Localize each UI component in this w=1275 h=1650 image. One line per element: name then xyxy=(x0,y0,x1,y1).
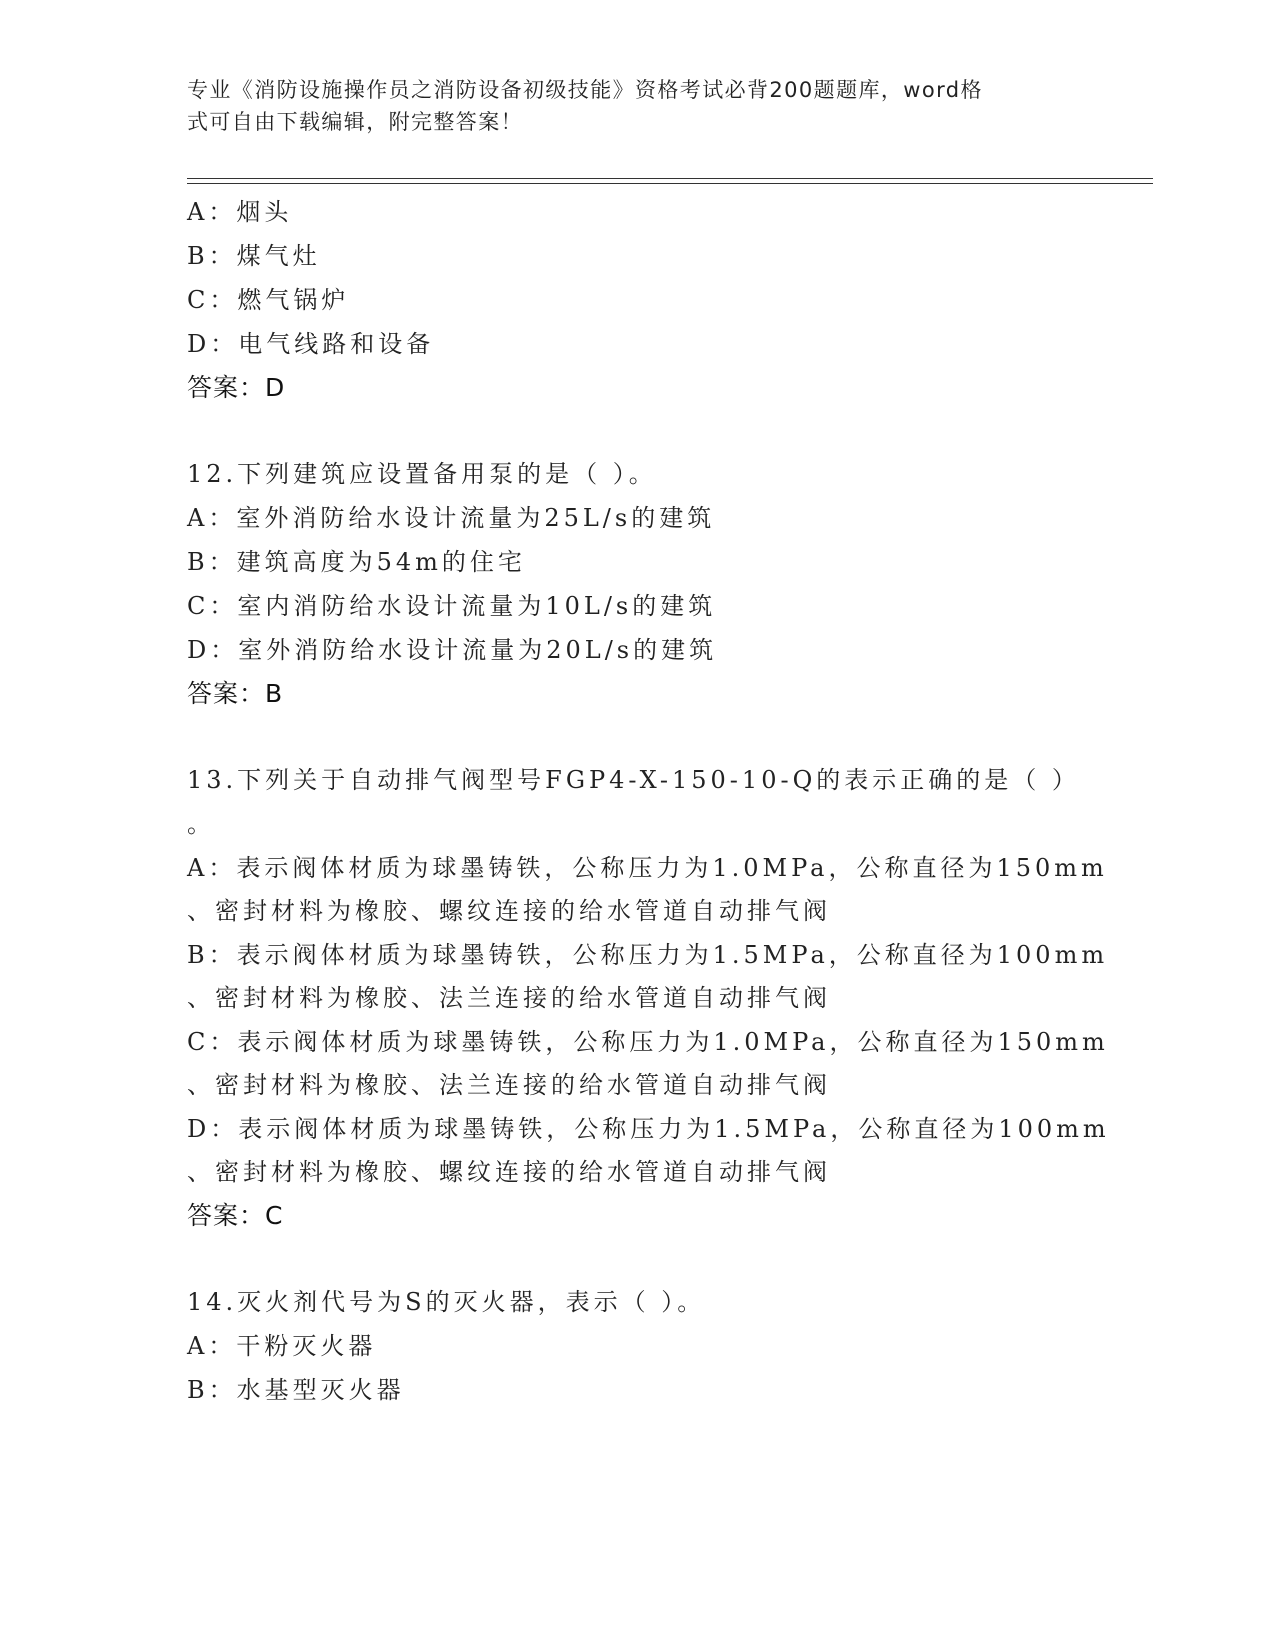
header-line-2: 式可自由下载编辑，附完整答案！ xyxy=(187,110,523,134)
q12-option-b: B：建筑高度为54m的住宅 xyxy=(187,548,526,576)
q13-option-b-line-1: B：表示阀体材质为球墨铸铁，公称压力为1.5MPa，公称直径为100mm xyxy=(187,941,1109,969)
q13-option-c-line-2: 、密封材料为橡胶、法兰连接的给水管道自动排气阀 xyxy=(187,1071,831,1099)
q13-option-c-line-1: C：表示阀体材质为球墨铸铁，公称压力为1.0MPa，公称直径为150mm xyxy=(187,1028,1109,1056)
document-header xyxy=(187,74,1067,138)
q11-option-b: B：煤气灶 xyxy=(187,242,321,270)
q13-option-b-line-2: 、密封材料为橡胶、法兰连接的给水管道自动排气阀 xyxy=(187,984,831,1012)
q13-option-a-line-2: 、密封材料为橡胶、螺纹连接的给水管道自动排气阀 xyxy=(187,897,831,925)
q11-option-a: A：烟头 xyxy=(187,198,293,226)
q12-option-a: A：室外消防给水设计流量为25L/s的建筑 xyxy=(187,504,716,532)
q13-stem-line-2: 。 xyxy=(187,810,215,838)
q13-option-d-line-2: 、密封材料为橡胶、螺纹连接的给水管道自动排气阀 xyxy=(187,1158,831,1186)
q14-stem: 14.灭火剂代号为S的灭火器，表示（ ）。 xyxy=(187,1288,706,1316)
q11-option-c: C：燃气锅炉 xyxy=(187,286,350,314)
q13-option-d-line-1: D：表示阀体材质为球墨铸铁，公称压力为1.5MPa，公称直径为100mm xyxy=(187,1115,1110,1143)
q13-stem-line-1: 13.下列关于自动排气阀型号FGP4-X-150-10-Q的表示正确的是（ ） xyxy=(187,766,1080,794)
q12-option-c: C：室内消防给水设计流量为10L/s的建筑 xyxy=(187,592,717,620)
header-divider-top xyxy=(187,178,1153,179)
header-line-1: 专业《消防设施操作员之消防设备初级技能》资格考试必背200题题库，word格 xyxy=(187,78,983,102)
header-divider-bottom xyxy=(187,183,1153,184)
q13-option-a-line-1: A：表示阀体材质为球墨铸铁，公称压力为1.0MPa，公称直径为150mm xyxy=(187,854,1108,882)
q12-option-d: D：室外消防给水设计流量为20L/s的建筑 xyxy=(187,636,718,664)
q12-stem: 12.下列建筑应设置备用泵的是（ ）。 xyxy=(187,460,657,488)
q13-answer: 答案：C xyxy=(187,1201,284,1230)
q14-option-a: A：干粉灭火器 xyxy=(187,1332,377,1360)
q14-option-b: B：水基型灭火器 xyxy=(187,1376,405,1404)
q11-answer: 答案：D xyxy=(187,373,286,402)
q11-option-d: D：电气线路和设备 xyxy=(187,330,435,358)
q12-answer: 答案：B xyxy=(187,679,284,708)
